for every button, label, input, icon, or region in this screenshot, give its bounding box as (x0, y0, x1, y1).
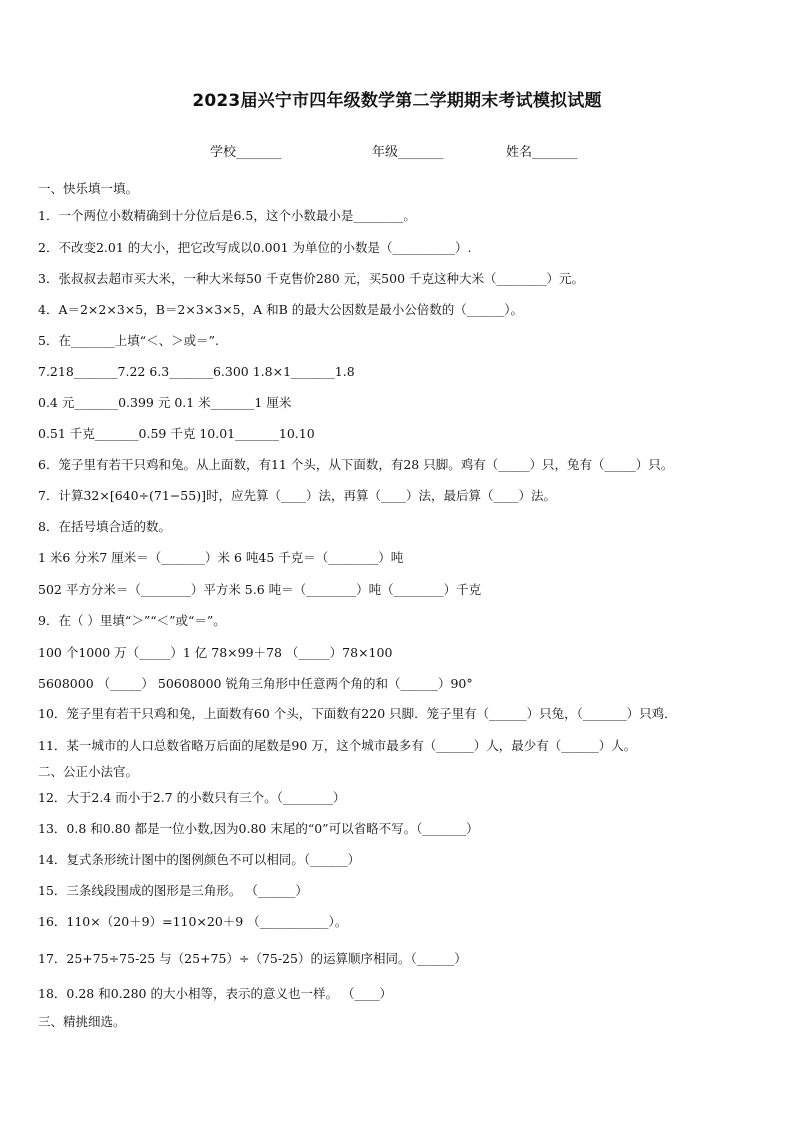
question-6: 6．笼子里有若干只鸡和兔。从上面数，有11 个头，从下面数，有28 只脚。鸡有（_____）只，兔有（_____）只。 (38, 457, 674, 472)
question-3: 3．张叔叔去超市买大米，一种大米每50 千克售价280 元，买500 千克这种大米（________）元。 (38, 271, 584, 286)
page-title: 2023届兴宁市四年级数学第二学期期末考试模拟试题 (192, 91, 602, 111)
question-8: 8．在括号填合适的数。 (38, 519, 171, 534)
question-12: 12．大于2.4 而小于2.7 的小数只有三个。（________） (38, 790, 346, 805)
question-10: 10．笼子里有若干只鸡和兔，上面数有60 个头，下面数有220 只脚．笼子里有（______）只兔，（_______）只鸡． (38, 706, 677, 721)
section-heading-3: 三、精挑细选。 (38, 1014, 126, 1029)
question-7: 7．计算32×[640÷(71−55)]时，应先算（____）法，再算（____）法，最后算（____）法。 (38, 488, 556, 503)
question-1: 1．一个两位小数精确到十分位后是6.5，这个小数最小是________。 (38, 208, 416, 223)
question-14: 14．复式条形统计图中的图例颜色不可以相同。（______） (38, 852, 361, 867)
school-field: 学校_______ (210, 145, 282, 160)
question-5: 5．在_______上填“＜、＞或＝”. (38, 333, 219, 348)
question-13: 13．0.8 和0.80 都是一位小数,因为0.80 末尾的“0”可以省略不写。（_______） (38, 821, 479, 836)
question-2: 2．不改变2.01 的大小，把它改写成以0.001 为单位的小数是（__________）. (38, 240, 472, 255)
question-11: 11．某一城市的人口总数省略万后面的尾数是90 万，这个城市最多有（______）人，最少有（______）人。 (38, 738, 637, 753)
question-9: 9．在（ ）里填“＞”“＜”或“＝”。 (38, 613, 226, 628)
question-16: 16．110×（20＋9）=110×20＋9 （___________）。 (38, 914, 348, 929)
question-4: 4．A＝2×2×3×5，B＝2×3×3×5，A 和B 的最大公因数是最小公倍数的（______）。 (38, 302, 524, 317)
question-9-row-1: 100 个1000 万（_____）1 亿 78×99＋78 （_____）78×100 (38, 645, 393, 660)
section-heading-2: 二、公正小法官。 (38, 764, 139, 779)
question-9-row-2: 5608000 （_____） 50608000 锐角三角形中任意两个角的和（______）90° (38, 676, 473, 691)
section-heading-1: 一、快乐填一填。 (38, 181, 139, 196)
question-8-row-1: 1 米6 分米7 厘米＝（_______）米 6 吨45 千克＝（________）吨 (38, 550, 404, 565)
name-field: 姓名_______ (506, 145, 578, 160)
question-15: 15．三条线段围成的图形是三角形。 （______） (38, 883, 308, 898)
question-5-row-3: 0.51 千克_______0.59 千克 10.01_______10.10 (38, 426, 315, 441)
question-8-row-2: 502 平方分米＝（________）平方米 5.6 吨＝（________）吨（________）千克 (38, 582, 482, 597)
question-5-row-2: 0.4 元_______0.399 元 0.1 米_______1 厘米 (38, 395, 292, 410)
question-17: 17．25+75÷75-25 与（25+75）÷（75-25）的运算顺序相同。（______） (38, 951, 467, 966)
question-5-row-1: 7.218_______7.22 6.3_______6.300 1.8×1_______1.8 (38, 364, 355, 379)
question-18: 18．0.28 和0.280 的大小相等，表示的意义也一样。 （____） (38, 986, 392, 1001)
grade-field: 年级_______ (372, 145, 444, 160)
